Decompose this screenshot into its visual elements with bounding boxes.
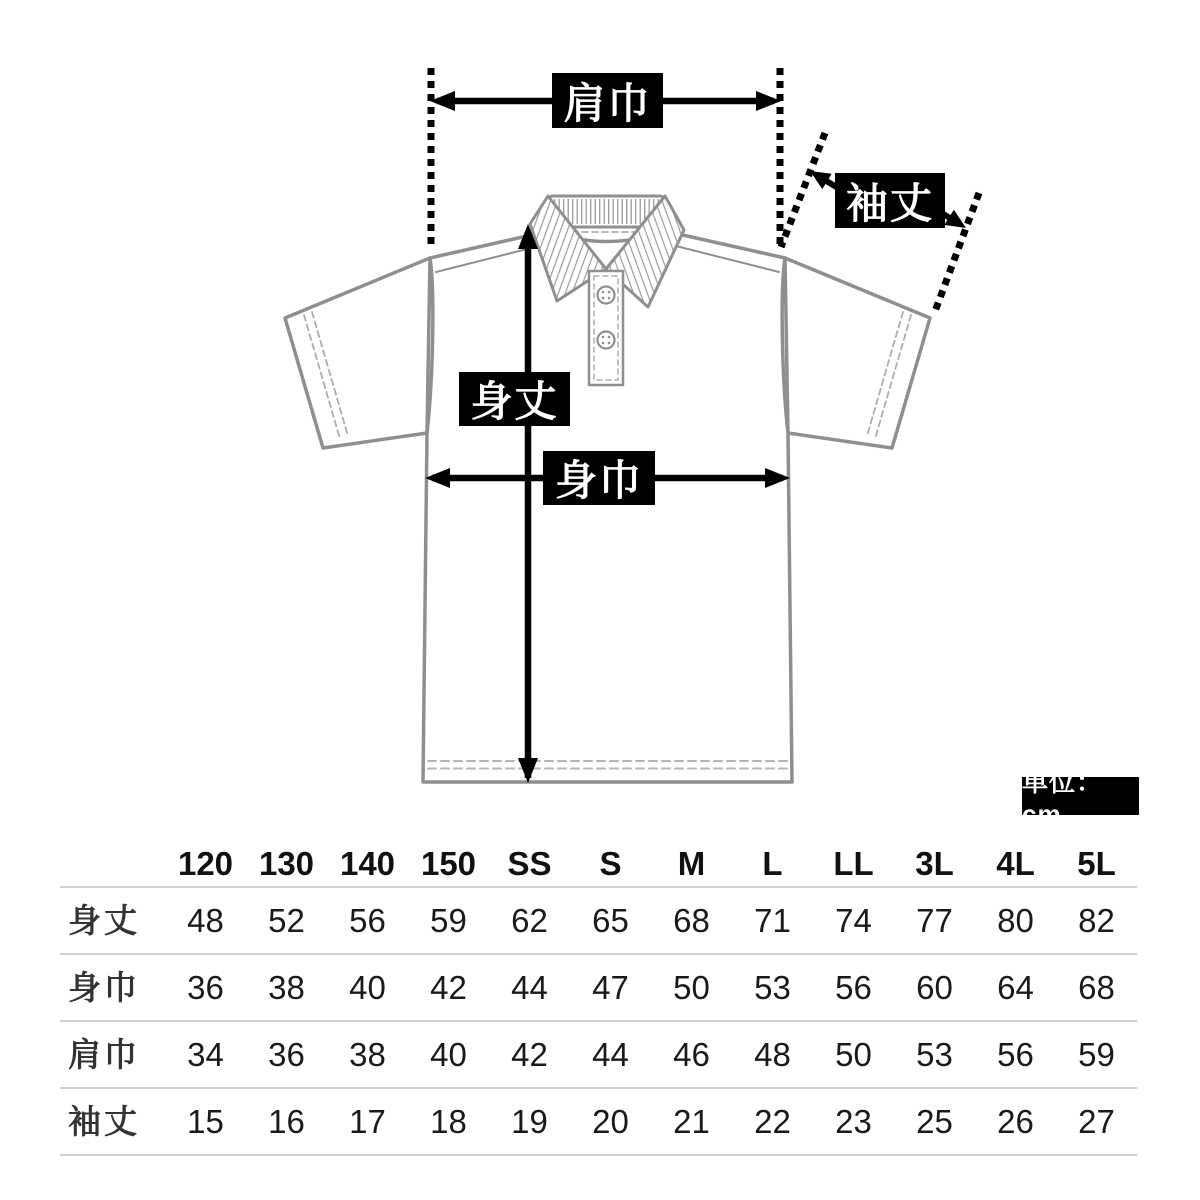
size-value-cell: 27: [1078, 1103, 1115, 1140]
size-value-cell: 34: [187, 1036, 224, 1073]
size-table-row: [60, 888, 1137, 955]
size-value-cell: 68: [1078, 969, 1115, 1006]
size-value-cell: 42: [430, 969, 467, 1006]
size-value-cell: 52: [268, 902, 305, 939]
size-value-cell: 20: [592, 1103, 629, 1140]
size-value-cell: 16: [268, 1103, 305, 1140]
size-value-cell: 50: [835, 1036, 872, 1073]
size-value-cell: 53: [754, 969, 791, 1006]
size-table-row: [60, 1089, 1137, 1156]
size-column-header: 3L: [915, 844, 954, 882]
size-value-cell: 74: [835, 902, 872, 939]
sleeve-length-label: 袖丈: [835, 173, 945, 228]
size-value-cell: 19: [511, 1103, 548, 1140]
body-width-label: 身巾: [543, 451, 655, 505]
size-value-cell: 82: [1078, 902, 1115, 939]
size-value-cell: 59: [430, 902, 467, 939]
size-value-cell: 56: [997, 1036, 1034, 1073]
sleeve-guide-top: [781, 133, 825, 247]
left-sleeve: [285, 258, 430, 448]
size-value-cell: 38: [349, 1036, 386, 1073]
size-column-header: L: [762, 844, 783, 882]
measurement-row-label: 身丈: [68, 902, 140, 939]
size-value-cell: 21: [673, 1103, 710, 1140]
size-value-cell: 53: [916, 1036, 953, 1073]
size-value-cell: 36: [187, 969, 224, 1006]
size-value-cell: 17: [349, 1103, 386, 1140]
size-value-cell: 68: [673, 902, 710, 939]
size-column-header: 5L: [1077, 844, 1116, 882]
size-value-cell: 22: [754, 1103, 791, 1140]
size-value-cell: 59: [1078, 1036, 1115, 1073]
size-value-cell: 40: [430, 1036, 467, 1073]
size-value-cell: 50: [673, 969, 710, 1006]
size-table: [60, 840, 1137, 1156]
button: [598, 287, 615, 304]
size-column-header: 130: [258, 844, 315, 882]
size-value-cell: 38: [268, 969, 305, 1006]
size-column-header: M: [677, 844, 706, 882]
measurement-row-label: 肩巾: [68, 1036, 140, 1073]
size-column-header: LL: [833, 844, 874, 882]
size-value-cell: 42: [511, 1036, 548, 1073]
size-value-cell: 23: [835, 1103, 872, 1140]
measurement-row-label: 身巾: [68, 969, 140, 1006]
size-value-cell: 47: [592, 969, 629, 1006]
size-column-header: S: [599, 844, 622, 882]
size-value-cell: 56: [835, 969, 872, 1006]
size-value-cell: 48: [754, 1036, 791, 1073]
size-value-cell: 71: [754, 902, 791, 939]
size-column-header: 4L: [996, 844, 1035, 882]
size-table-header-row: [60, 840, 1137, 888]
size-table-row: [60, 955, 1137, 1022]
size-value-cell: 36: [268, 1036, 305, 1073]
size-column-header: 140: [339, 844, 396, 882]
size-value-cell: 40: [349, 969, 386, 1006]
size-column-header: 120: [177, 844, 234, 882]
shoulder-width-label: 肩巾: [552, 73, 663, 128]
size-value-cell: 15: [187, 1103, 224, 1140]
size-value-cell: 44: [592, 1036, 629, 1073]
body-length-label: 身丈: [459, 372, 570, 426]
size-value-cell: 44: [511, 969, 548, 1006]
size-value-cell: 80: [997, 902, 1034, 939]
size-value-cell: 65: [592, 902, 629, 939]
measurement-row-label: 袖丈: [68, 1103, 140, 1140]
size-value-cell: 64: [997, 969, 1034, 1006]
size-value-cell: 62: [511, 902, 548, 939]
size-value-cell: 25: [916, 1103, 953, 1140]
size-column-header: 150: [420, 844, 477, 882]
size-table-row: [60, 1022, 1137, 1089]
size-value-cell: 48: [187, 902, 224, 939]
unit-label: 単位：cm: [1022, 777, 1139, 815]
size-column-header: SS: [507, 844, 552, 882]
size-value-cell: 77: [916, 902, 953, 939]
size-value-cell: 26: [997, 1103, 1034, 1140]
button: [598, 332, 615, 349]
size-value-cell: 60: [916, 969, 953, 1006]
size-value-cell: 18: [430, 1103, 467, 1140]
size-value-cell: 56: [349, 902, 386, 939]
size-value-cell: 46: [673, 1036, 710, 1073]
right-sleeve: [785, 258, 930, 448]
